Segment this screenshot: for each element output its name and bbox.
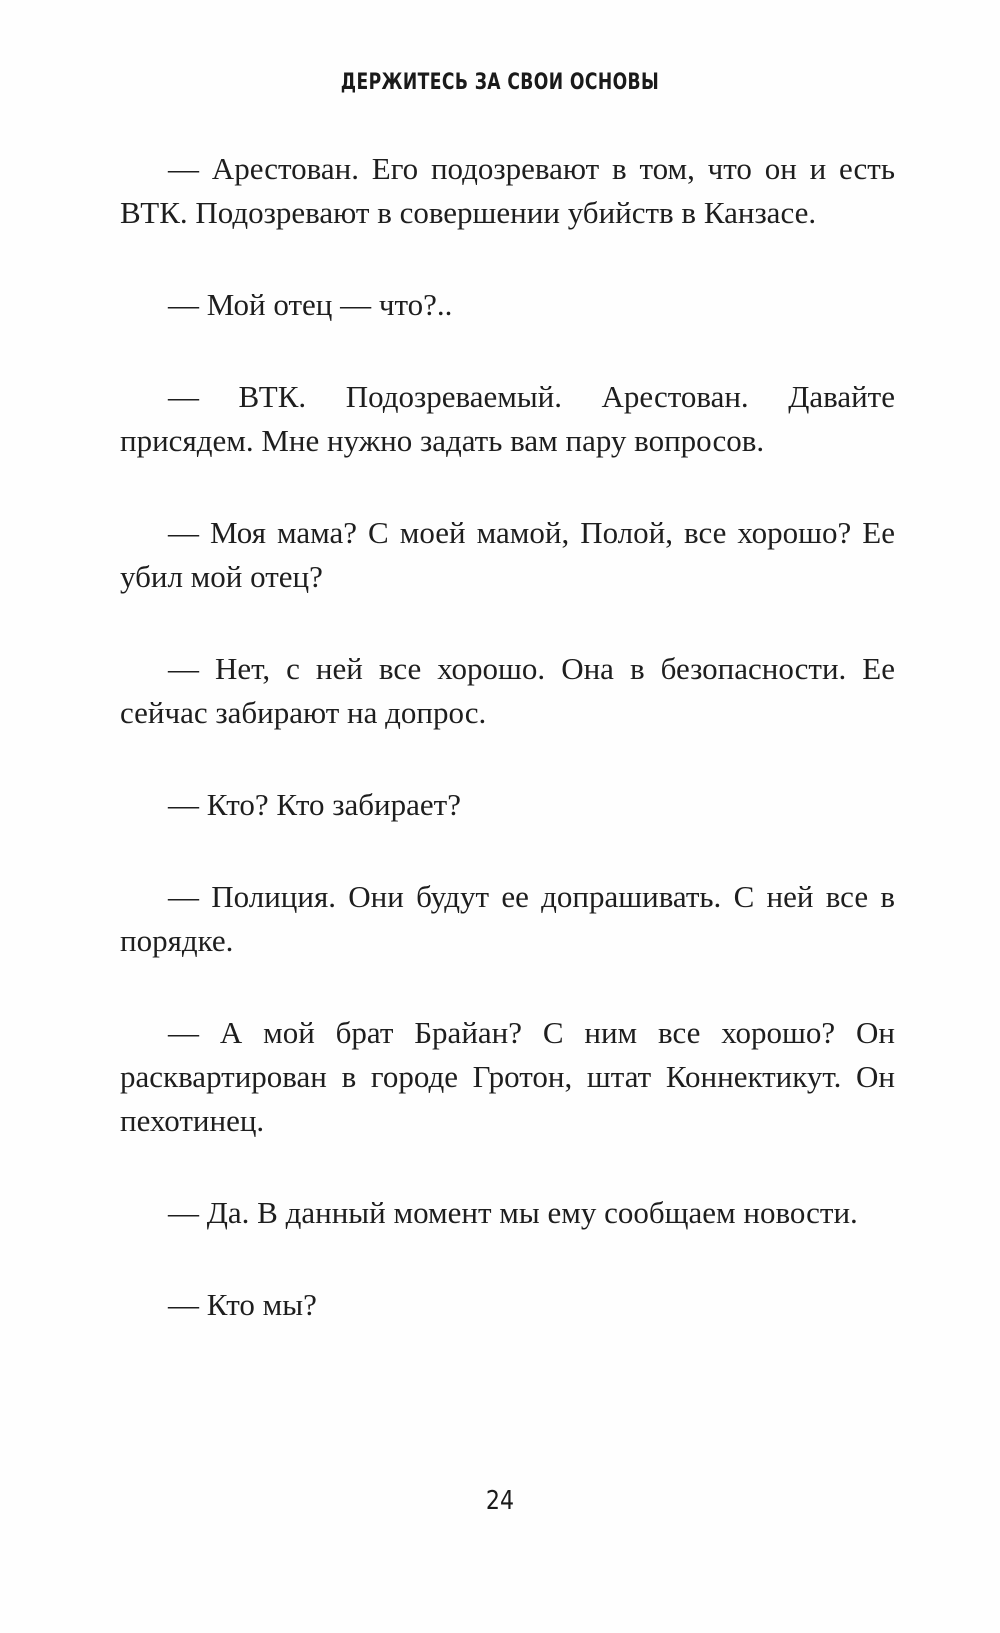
paragraph: — Мой отец — что?.. xyxy=(168,287,453,322)
paragraph: — ВТК. Подозреваемый. Арестован. Давайте присядем. Мне нужно задать вам пару вопросов. xyxy=(120,379,895,458)
paragraph: — Кто мы? xyxy=(168,1287,317,1322)
body-text xyxy=(120,147,895,1375)
paragraph: — Полиция. Они будут ее допрашивать. С ней все в порядке. xyxy=(120,879,895,958)
paragraph: — Да. В данный момент мы ему сообщаем новости. xyxy=(168,1195,858,1230)
running-head: ДЕРЖИТЕСЬ ЗА СВОИ ОСНОВЫ xyxy=(340,70,660,95)
page-number: 24 xyxy=(485,1486,515,1516)
paragraph: — Моя мама? С моей мамой, Полой, все хорошо? Ее убил мой отец? xyxy=(120,515,895,594)
paragraph: — А мой брат Брайан? С ним все хорошо? Он расквартирован в городе Гротон, штат Коннектикут. Он пехотинец. xyxy=(120,1015,895,1138)
paragraph: — Кто? Кто забирает? xyxy=(168,787,461,822)
paragraph: — Арестован. Его подозревают в том, что он и есть ВТК. Подозревают в совершении убийств в Канзасе. xyxy=(120,151,895,230)
paragraph: — Нет, с ней все хорошо. Она в безопасности. Ее сейчас забирают на допрос. xyxy=(120,651,895,730)
